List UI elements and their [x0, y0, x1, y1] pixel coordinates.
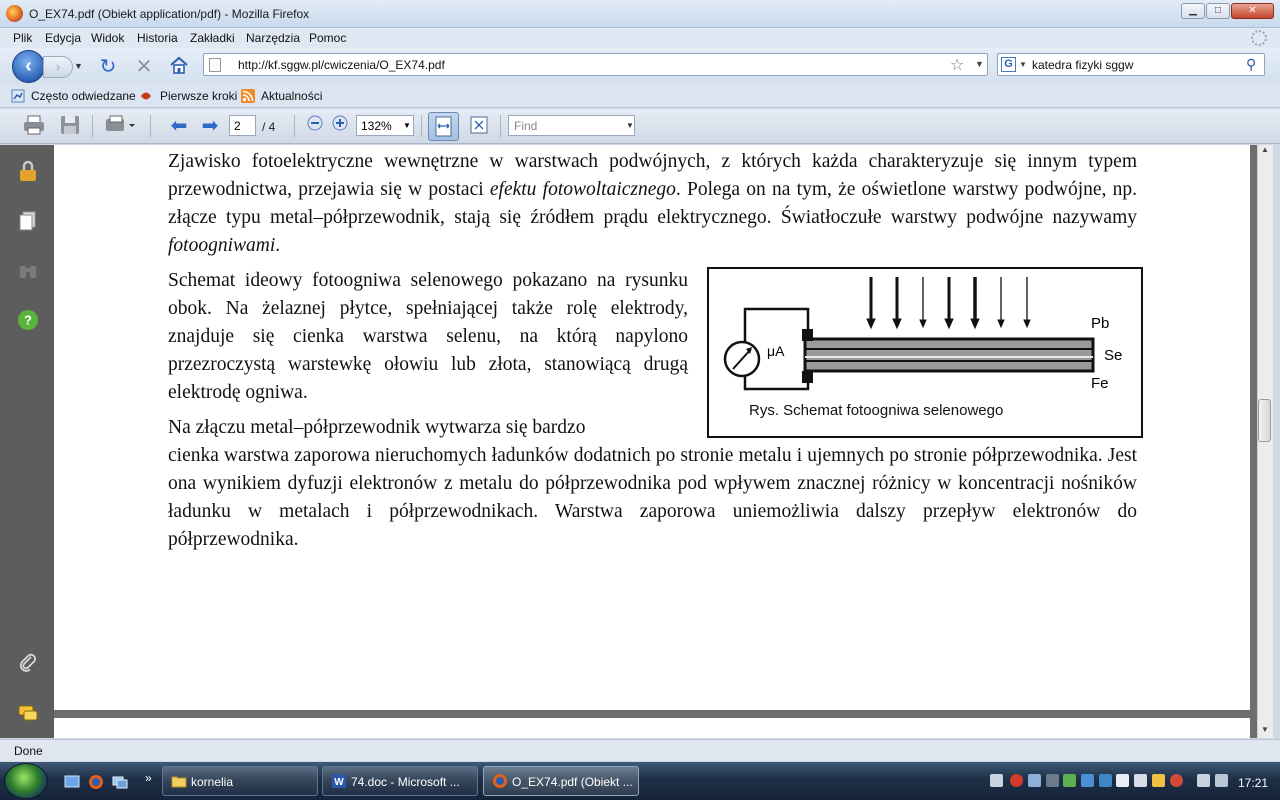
- stop-icon[interactable]: ✕: [135, 56, 153, 78]
- lock-icon[interactable]: [17, 160, 39, 182]
- help-icon[interactable]: [17, 309, 39, 331]
- quicklaunch-overflow-icon[interactable]: »: [145, 771, 152, 785]
- previous-page-icon[interactable]: ⬅: [170, 115, 188, 137]
- window-title: O_EX74.pdf (Obiekt application/pdf) - Mozilla Firefox: [29, 7, 310, 21]
- search-engine-icon[interactable]: G: [1001, 57, 1016, 72]
- getting-started-icon: [139, 89, 153, 103]
- paragraph-2: Schemat ideowy fotoogniwa selenowego pokazano na rysunku obok. Na żelaznej płytce, spełniającej także rolę elektrody, znajduje się cienka warstwa selenu, na którą napylono przezroczystą warstewkę ołowiu lub złota, stanowiącą drugą elektrodę ogniwa.: [168, 270, 688, 403]
- tray-app-icon[interactable]: [1134, 774, 1147, 787]
- search-input[interactable]: katedra fizyki sggw: [1032, 58, 1134, 72]
- tray-volume-icon[interactable]: [1215, 774, 1228, 787]
- status-bar: [0, 739, 1280, 761]
- reload-icon[interactable]: ↻: [99, 56, 117, 78]
- history-dropdown-icon[interactable]: ▼: [74, 61, 83, 71]
- firefox-quicklaunch-icon[interactable]: [88, 774, 104, 790]
- show-desktop-icon[interactable]: [64, 774, 80, 790]
- find-input[interactable]: [508, 115, 635, 136]
- svg-text:W: W: [334, 777, 344, 788]
- menu-edycja[interactable]: Edycja: [45, 31, 82, 45]
- label-se: Se: [1104, 347, 1123, 364]
- system-tray: [985, 766, 1280, 796]
- italic-term: efektu fotowoltaicznego: [489, 179, 676, 200]
- start-button[interactable]: [4, 763, 48, 799]
- menu-plik[interactable]: Plik: [13, 31, 33, 45]
- forward-button[interactable]: ›: [43, 56, 73, 78]
- navigation-toolbar: [0, 48, 1280, 84]
- tray-app-icon[interactable]: [1046, 774, 1059, 787]
- tray-antivirus-icon[interactable]: [1010, 774, 1023, 787]
- pdf-document-area[interactable]: [54, 145, 1257, 738]
- menu-widok[interactable]: Widok: [91, 31, 125, 45]
- home-icon[interactable]: [168, 56, 190, 78]
- paragraph-3-first-line: Na złączu metal–półprzewodnik wytwarza się bardzo: [168, 417, 586, 438]
- zoom-select[interactable]: [356, 115, 414, 136]
- zoom-value: 132%: [361, 119, 392, 133]
- search-binoculars-icon[interactable]: [17, 260, 39, 282]
- bookmark-pierwsze-kroki[interactable]: Pierwsze kroki: [160, 89, 238, 103]
- save-icon[interactable]: [58, 115, 82, 137]
- firefox-icon: [492, 773, 508, 789]
- taskbar-item-label: O_EX74.pdf (Obiekt ...: [512, 775, 633, 789]
- firefox-logo-icon: [6, 5, 23, 22]
- url-dropdown-icon[interactable]: ▼: [975, 59, 984, 69]
- tray-app-icon[interactable]: [1063, 774, 1076, 787]
- search-icon[interactable]: ⚲: [1246, 56, 1257, 72]
- zoom-dropdown-icon[interactable]: ▼: [403, 121, 411, 130]
- minimize-button[interactable]: ▁: [1181, 3, 1205, 19]
- fit-width-button[interactable]: [428, 112, 459, 141]
- find-placeholder: Find: [514, 119, 538, 133]
- menu-zakladki[interactable]: Zakładki: [190, 31, 235, 45]
- photocell-diagram: [709, 269, 1141, 399]
- title-bar: [0, 0, 1280, 28]
- attachment-icon[interactable]: [17, 652, 39, 674]
- folder-icon: [171, 773, 187, 789]
- menu-pomoc[interactable]: Pomoc: [309, 31, 347, 45]
- url-text[interactable]: http://kf.sggw.pl/cwiczenia/O_EX74.pdf: [238, 58, 445, 72]
- meter-label: μA: [767, 343, 785, 359]
- italic-term: fotoogniwami: [168, 235, 276, 256]
- switch-windows-icon[interactable]: [112, 774, 128, 790]
- windows-taskbar: [0, 762, 1280, 800]
- pdf-page-next: [54, 718, 1250, 738]
- zoom-in-icon[interactable]: [328, 115, 352, 137]
- bookmark-czesto-odwiedzane[interactable]: Często odwiedzane: [31, 89, 136, 103]
- paragraph-3: cienka warstwa zaporowa nieruchomych ładunków dodatnich po stronie metalu i ujemnych po stronie półprzewodnika. Jest ona wynikiem dyfuzji elektronów z metalu do półprzewodnika pod wpływem znacznej różnicy w koncentracji nośników ładunku w metalach i półprzewodnikach. Warstwa zaporowa uniemożliwia dalszy przepływ elektronów do półprzewodnika.: [168, 445, 1137, 550]
- comments-icon[interactable]: [17, 703, 39, 725]
- bookmark-star-icon[interactable]: ☆: [950, 57, 965, 74]
- close-button[interactable]: ✕: [1231, 3, 1274, 19]
- fit-page-icon[interactable]: [467, 115, 491, 137]
- scroll-down-icon[interactable]: ▼: [1261, 725, 1269, 734]
- most-visited-icon: [11, 89, 25, 103]
- label-fe: Fe: [1091, 375, 1109, 392]
- taskbar-item-firefox[interactable]: [483, 766, 639, 796]
- paragraph-1: [168, 148, 1137, 260]
- menu-bar: [0, 28, 1280, 48]
- zoom-out-icon[interactable]: [303, 115, 327, 137]
- text-run: . Polega on na tym, że oświetlone warstwy podwójne, np. złącze typu metal–półprzewodnik, stają się źródłem prądu elektrycznego. Światłoczułe warstwy podwójne nazywamy: [168, 179, 1138, 228]
- pages-icon[interactable]: [17, 210, 39, 232]
- print-icon[interactable]: [22, 115, 46, 137]
- throbber-icon: [1251, 30, 1267, 46]
- menu-historia[interactable]: Historia: [137, 31, 178, 45]
- pdf-toolbar: [0, 109, 1280, 144]
- label-pb: Pb: [1091, 315, 1110, 332]
- tray-devices-icon[interactable]: [1197, 774, 1210, 787]
- figure-photocell-schematic: [707, 267, 1143, 438]
- word-icon: [331, 773, 347, 789]
- figure-caption: Rys. Schemat fotoogniwa selenowego: [749, 402, 1004, 419]
- scroll-up-icon[interactable]: ▲: [1261, 145, 1269, 154]
- pdf-sidebar: [0, 145, 54, 738]
- maximize-button[interactable]: □: [1206, 3, 1230, 19]
- tray-app-icon[interactable]: [1116, 774, 1129, 787]
- search-bar[interactable]: [997, 53, 1265, 76]
- page-number-input[interactable]: 2: [229, 115, 256, 136]
- page-total: / 4: [262, 120, 276, 134]
- text-run: Zjawisko fotoelektryczne wewnętrzne w warstwach podwójnych, z których każda charakteryzuje się innym typem przewodnictwa, przejawia się w postaci: [168, 151, 1137, 200]
- light-rays: [867, 277, 1030, 328]
- status-text: Done: [14, 744, 43, 758]
- tray-app-icon[interactable]: [1099, 774, 1112, 787]
- taskbar-item-kornelia[interactable]: [162, 766, 318, 796]
- pdf-page: [54, 145, 1250, 710]
- tray-app-icon[interactable]: [1152, 774, 1165, 787]
- back-button[interactable]: ‹: [12, 50, 45, 83]
- text-run: .: [275, 235, 281, 256]
- bookmark-aktualnosci[interactable]: Aktualności: [261, 89, 323, 103]
- scrollbar-thumb[interactable]: [1258, 399, 1271, 442]
- bookmark-tools-icon[interactable]: [103, 115, 137, 137]
- url-bar[interactable]: [203, 53, 988, 76]
- bookmarks-bar: [0, 84, 1280, 108]
- taskbar-item-label: 74.doc - Microsoft ...: [351, 775, 460, 789]
- taskbar-item-label: kornelia: [191, 775, 234, 789]
- layer-stack: [802, 329, 1093, 383]
- rss-feed-icon: [241, 89, 255, 103]
- tray-app-icon[interactable]: [1028, 774, 1041, 787]
- search-engine-dropdown-icon[interactable]: ▼: [1019, 60, 1027, 69]
- next-page-icon[interactable]: ➡: [201, 115, 219, 137]
- clock: 17:21: [1238, 776, 1269, 790]
- find-dropdown-icon[interactable]: ▼: [626, 121, 634, 130]
- tray-network-icon[interactable]: [990, 774, 1003, 787]
- svg-text:?: ?: [24, 312, 32, 328]
- menu-narzedzia[interactable]: Narzędzia: [246, 31, 301, 45]
- taskbar-item-word[interactable]: [322, 766, 478, 796]
- page-icon: [209, 58, 221, 72]
- tray-app-icon[interactable]: [1081, 774, 1094, 787]
- tray-app-icon[interactable]: [1170, 774, 1183, 787]
